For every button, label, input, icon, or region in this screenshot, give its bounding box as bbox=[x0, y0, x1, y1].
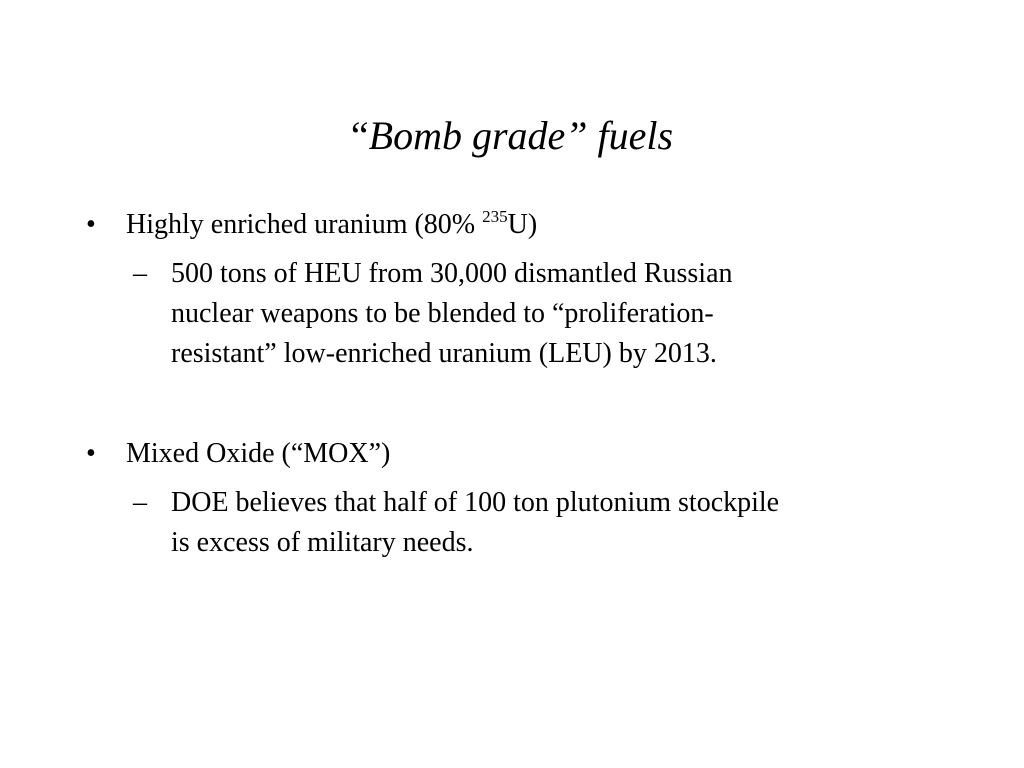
title-text: Bomb grade” fuels bbox=[368, 113, 674, 158]
sub-bullet-mox bbox=[133, 483, 933, 563]
sub-bullet-line: DOE believes that half of 100 ton plutonium stockpile bbox=[171, 487, 780, 518]
sub-bullet-heu bbox=[133, 254, 933, 374]
title-open-quote: “ bbox=[350, 113, 369, 158]
bullet-marker: • bbox=[86, 209, 96, 240]
sub-bullet-line: nuclear weapons to be blended to “proliferation- bbox=[171, 298, 714, 329]
isotope-superscript: 235 bbox=[482, 207, 508, 226]
bullet-text bbox=[126, 205, 537, 245]
sub-bullet-line: 500 tons of HEU from 30,000 dismantled Russian bbox=[171, 258, 733, 289]
sub-bullet-line: is excess of military needs. bbox=[171, 527, 474, 558]
bullet-text-tail: U) bbox=[507, 209, 538, 240]
sub-bullet-marker: – bbox=[133, 258, 147, 289]
bullet-marker: • bbox=[86, 438, 96, 469]
bullet-text-main: Highly enriched uranium (80% bbox=[126, 209, 483, 240]
sub-bullet-line: resistant” low-enriched uranium (LEU) by 2013. bbox=[171, 338, 717, 369]
bullet-text: Mixed Oxide (“MOX”) bbox=[126, 438, 391, 469]
sub-bullet-marker: – bbox=[133, 487, 147, 518]
